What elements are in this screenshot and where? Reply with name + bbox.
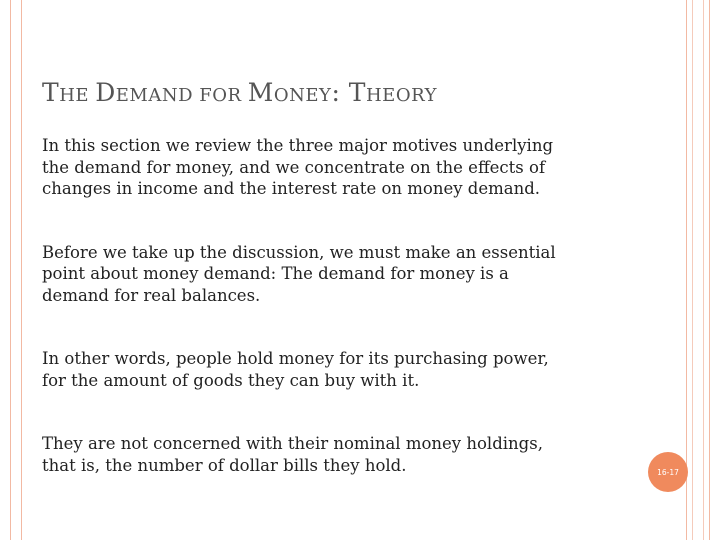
title-part: D — [95, 78, 116, 107]
paragraph-line: In other words, people hold money for its purchasing power, — [42, 349, 549, 368]
paragraph-line: that is, the number of dollar bills they hold. — [42, 455, 407, 475]
paragraph-4 — [42, 433, 652, 476]
paragraph-1 — [42, 135, 652, 200]
paragraph-line: demand for real balances. — [42, 285, 261, 305]
slide-body — [42, 135, 652, 518]
title-part: : T — [331, 78, 366, 107]
title-part: ONEY — [273, 85, 332, 106]
paragraph-line: the demand for money, and we concentrate on the effects of — [42, 157, 546, 177]
right-decorative-inner-border — [692, 0, 704, 540]
left-decorative-border — [10, 0, 22, 540]
paragraph-2 — [42, 242, 652, 307]
title-part: M — [247, 78, 274, 107]
paragraph-line: for the amount of goods they can buy with it. — [42, 370, 420, 390]
page-number-badge — [648, 452, 688, 492]
title-part: T — [42, 78, 60, 107]
paragraph-line: point about money demand: The demand for money is a — [42, 264, 509, 283]
slide-title — [42, 78, 437, 107]
paragraph-line: In this section we review the three major motives underlying — [42, 136, 554, 155]
title-part: EMAND FOR — [115, 85, 248, 106]
paragraph-line: Before we take up the discussion, we must make an essential — [42, 242, 556, 262]
page-number: 16-17 — [657, 467, 679, 477]
paragraph-line: changes in income and the interest rate on money demand. — [42, 179, 541, 198]
title-part: HE — [59, 85, 96, 106]
title-part: HEORY — [365, 85, 437, 106]
paragraph-line: They are not concerned with their nominal money holdings, — [42, 434, 543, 453]
paragraph-3 — [42, 348, 652, 391]
